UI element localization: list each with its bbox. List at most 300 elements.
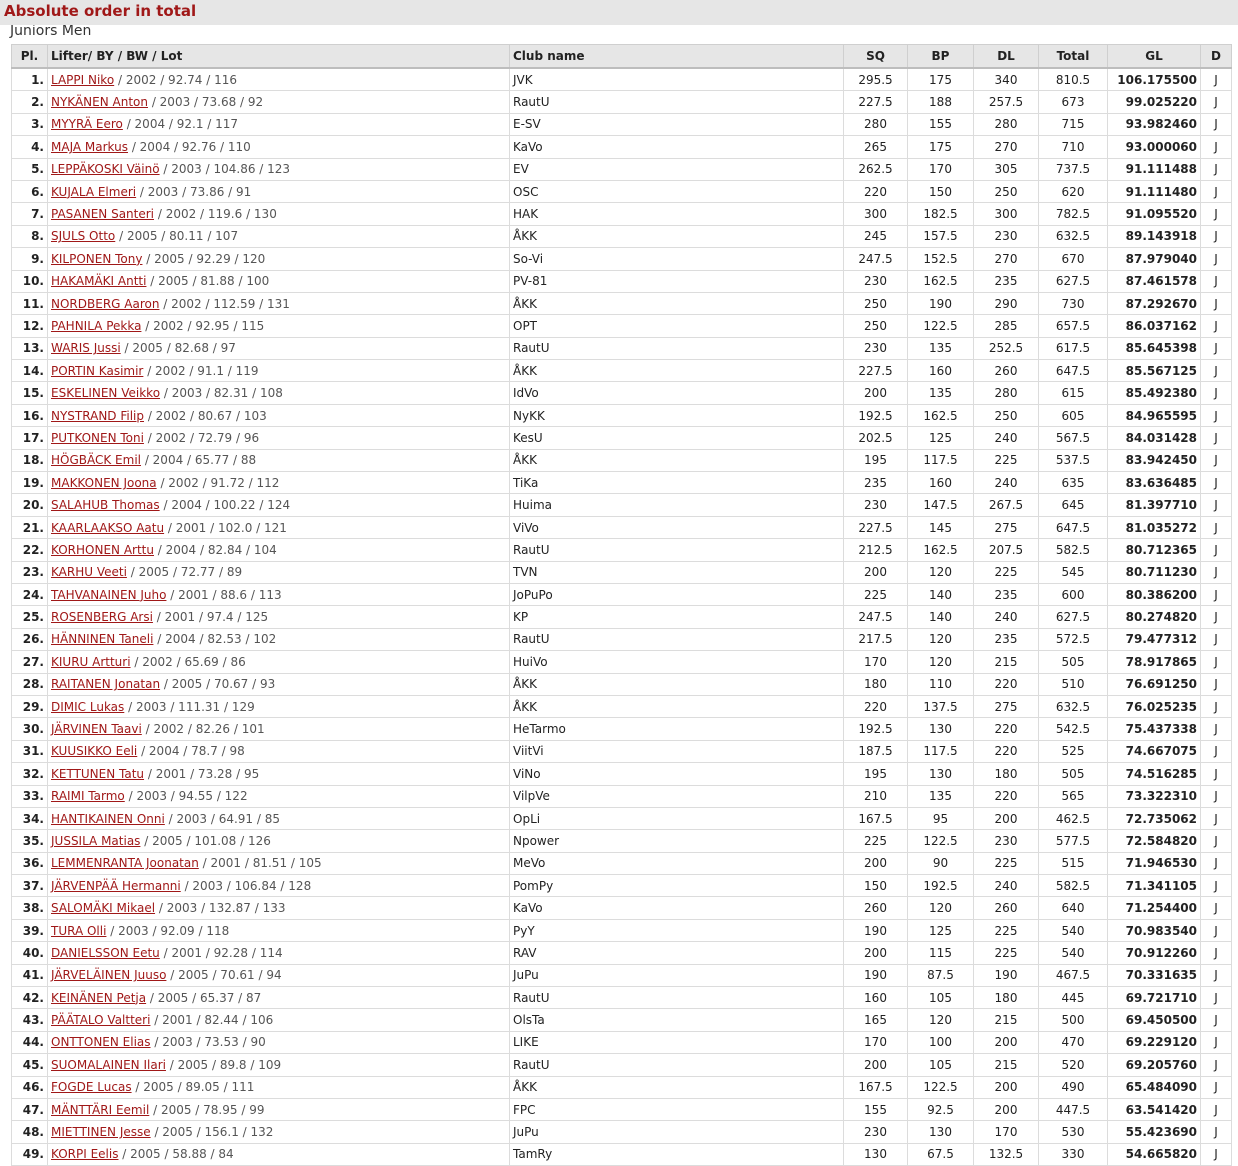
- gl-points-cell: 69.721710: [1108, 987, 1201, 1009]
- deadlift-cell: 220: [974, 718, 1039, 740]
- bench-press-cell: 182.5: [908, 203, 974, 225]
- club-cell: EV: [510, 158, 844, 180]
- gl-points-cell: 83.942450: [1108, 449, 1201, 471]
- club-cell: IdVo: [510, 382, 844, 404]
- club-cell: JVK: [510, 68, 844, 91]
- lifter-name-link[interactable]: PAHNILA Pekka: [51, 318, 142, 333]
- table-row: [12, 382, 1232, 404]
- lifter-name-link[interactable]: DANIELSSON Eetu: [51, 945, 160, 960]
- club-cell: HuiVo: [510, 651, 844, 673]
- lifter-name-link[interactable]: SUOMALAINEN Ilari: [51, 1057, 166, 1072]
- place-cell: 31.: [12, 740, 48, 762]
- club-cell: RautU: [510, 337, 844, 359]
- lifter-name-link[interactable]: KORPI Eelis: [51, 1147, 119, 1162]
- place-cell: 44.: [12, 1031, 48, 1053]
- place-cell: 33.: [12, 785, 48, 807]
- lifter-name-link[interactable]: LAPPI Niko: [51, 72, 115, 87]
- division-cell: J: [1201, 337, 1232, 359]
- lifter-name-link[interactable]: MIETTINEN Jesse: [51, 1125, 151, 1140]
- total-cell: 525: [1039, 740, 1108, 762]
- squat-cell: 300: [844, 203, 908, 225]
- squat-cell: 167.5: [844, 1076, 908, 1098]
- table-row: [12, 337, 1232, 359]
- lifter-name-link[interactable]: MÄNTTÄRI Eemil: [51, 1102, 150, 1117]
- club-cell: ViitVi: [510, 740, 844, 762]
- lifter-cell: [48, 292, 510, 314]
- division-cell: J: [1201, 225, 1232, 247]
- lifter-cell: [48, 1121, 510, 1143]
- lifter-name-link[interactable]: KEINÄNEN Petja: [51, 990, 147, 1005]
- lifter-name-link[interactable]: NYSTRAND Filip: [51, 408, 144, 423]
- col-header-total[interactable]: Total: [1039, 45, 1108, 69]
- club-cell: TamRy: [510, 1143, 844, 1165]
- division-cell: J: [1201, 292, 1232, 314]
- lifter-name-link[interactable]: NORDBERG Aaron: [51, 296, 160, 311]
- table-row: [12, 875, 1232, 897]
- lifter-cell: [48, 539, 510, 561]
- division-cell: J: [1201, 875, 1232, 897]
- lifter-name-link[interactable]: JÄRVENPÄÄ Hermanni: [51, 878, 181, 893]
- total-cell: 565: [1039, 785, 1108, 807]
- lifter-name-link[interactable]: LEPPÄKOSKI Väinö: [51, 162, 160, 177]
- total-cell: 657.5: [1039, 315, 1108, 337]
- table-row: [12, 427, 1232, 449]
- lifter-name-link[interactable]: PORTIN Kasimir: [51, 363, 144, 378]
- deadlift-cell: 225: [974, 919, 1039, 941]
- squat-cell: 220: [844, 695, 908, 717]
- lifter-name-link[interactable]: JÄRVINEN Taavi: [51, 722, 142, 737]
- division-cell: J: [1201, 180, 1232, 202]
- squat-cell: 200: [844, 1054, 908, 1076]
- place-cell: 47.: [12, 1098, 48, 1120]
- lifter-cell: [48, 360, 510, 382]
- lifter-details: / 2002 / 65.69 / 86: [130, 654, 246, 669]
- bench-press-cell: 137.5: [908, 695, 974, 717]
- total-cell: 510: [1039, 673, 1108, 695]
- lifter-name-link[interactable]: KUUSIKKO Eeli: [51, 744, 138, 759]
- table-row: [12, 1098, 1232, 1120]
- lifter-name-link[interactable]: KILPONEN Tony: [51, 251, 143, 266]
- bench-press-cell: 175: [908, 136, 974, 158]
- bench-press-cell: 120: [908, 1009, 974, 1031]
- deadlift-cell: 270: [974, 136, 1039, 158]
- gl-points-cell: 79.477312: [1108, 628, 1201, 650]
- lifter-name-link[interactable]: HÖGBÄCK Emil: [51, 453, 141, 468]
- bench-press-cell: 162.5: [908, 539, 974, 561]
- total-cell: 810.5: [1039, 68, 1108, 91]
- lifter-name-link[interactable]: SALOMÄKI Mikael: [51, 901, 156, 916]
- table-row: [12, 1054, 1232, 1076]
- col-header-dl[interactable]: DL: [974, 45, 1039, 69]
- col-header-gl[interactable]: GL: [1108, 45, 1201, 69]
- lifter-cell: [48, 203, 510, 225]
- squat-cell: 130: [844, 1143, 908, 1165]
- lifter-details: / 2002 / 92.74 / 116: [114, 72, 237, 87]
- bench-press-cell: 90: [908, 852, 974, 874]
- total-cell: 520: [1039, 1054, 1108, 1076]
- lifter-details: / 2005 / 78.95 / 99: [149, 1102, 265, 1117]
- place-cell: 46.: [12, 1076, 48, 1098]
- lifter-cell: [48, 494, 510, 516]
- lifter-name-link[interactable]: TURA Olli: [51, 923, 107, 938]
- gl-points-cell: 93.000060: [1108, 136, 1201, 158]
- squat-cell: 295.5: [844, 68, 908, 91]
- lifter-name-link[interactable]: HAKAMÄKI Antti: [51, 274, 147, 289]
- lifter-cell: [48, 1098, 510, 1120]
- deadlift-cell: 250: [974, 404, 1039, 426]
- lifter-name-link[interactable]: WARIS Jussi: [51, 341, 121, 356]
- total-cell: 470: [1039, 1031, 1108, 1053]
- bench-press-cell: 105: [908, 1054, 974, 1076]
- lifter-details: / 2005 / 89.8 / 109: [165, 1057, 282, 1072]
- gl-points-cell: 63.541420: [1108, 1098, 1201, 1120]
- bench-press-cell: 135: [908, 382, 974, 404]
- lifter-details: / 2003 / 73.86 / 91: [136, 184, 252, 199]
- lifter-details: / 2005 / 58.88 / 84: [118, 1147, 234, 1162]
- bench-press-cell: 120: [908, 561, 974, 583]
- squat-cell: 150: [844, 875, 908, 897]
- deadlift-cell: 215: [974, 651, 1039, 673]
- deadlift-cell: 200: [974, 1031, 1039, 1053]
- bench-press-cell: 120: [908, 897, 974, 919]
- lifter-details: / 2005 / 101.08 / 126: [140, 833, 271, 848]
- bench-press-cell: 122.5: [908, 830, 974, 852]
- lifter-name-link[interactable]: KUJALA Elmeri: [51, 184, 137, 199]
- col-header-d[interactable]: D: [1201, 45, 1232, 69]
- col-header-lifter[interactable]: Lifter/ BY / BW / Lot: [48, 45, 510, 69]
- squat-cell: 220: [844, 180, 908, 202]
- lifter-name-link[interactable]: HANTIKAINEN Onni: [51, 811, 165, 826]
- deadlift-cell: 260: [974, 360, 1039, 382]
- gl-points-cell: 81.035272: [1108, 516, 1201, 538]
- lifter-name-link[interactable]: KAARLAAKSO Aatu: [51, 520, 165, 535]
- table-row: [12, 1143, 1232, 1165]
- total-cell: 567.5: [1039, 427, 1108, 449]
- lifter-name-link[interactable]: LEMMENRANTA Joonatan: [51, 856, 199, 871]
- lifter-cell: [48, 673, 510, 695]
- lifter-name-link[interactable]: FOGDE Lucas: [51, 1080, 132, 1095]
- lifter-cell: [48, 91, 510, 113]
- club-cell: LIKE: [510, 1031, 844, 1053]
- table-row: [12, 248, 1232, 270]
- place-cell: 4.: [12, 136, 48, 158]
- gl-points-cell: 72.735062: [1108, 807, 1201, 829]
- lifter-details: / 2003 / 111.31 / 129: [124, 699, 255, 714]
- squat-cell: 230: [844, 1121, 908, 1143]
- lifter-cell: [48, 449, 510, 471]
- lifter-name-link[interactable]: KETTUNEN Tatu: [51, 766, 145, 781]
- deadlift-cell: 225: [974, 942, 1039, 964]
- gl-points-cell: 76.025235: [1108, 695, 1201, 717]
- table-row: [12, 852, 1232, 874]
- gl-points-cell: 86.037162: [1108, 315, 1201, 337]
- header-bar: [0, 0, 1238, 25]
- place-cell: 23.: [12, 561, 48, 583]
- lifter-name-link[interactable]: ONTTONEN Elias: [51, 1035, 151, 1050]
- lifter-name-link[interactable]: PÄÄTALO Valtteri: [51, 1013, 151, 1028]
- gl-points-cell: 71.254400: [1108, 897, 1201, 919]
- lifter-cell: [48, 136, 510, 158]
- table-row: [12, 561, 1232, 583]
- bench-press-cell: 157.5: [908, 225, 974, 247]
- total-cell: 545: [1039, 561, 1108, 583]
- deadlift-cell: 280: [974, 382, 1039, 404]
- deadlift-cell: 240: [974, 875, 1039, 897]
- deadlift-cell: 180: [974, 987, 1039, 1009]
- gl-points-cell: 70.331635: [1108, 964, 1201, 986]
- deadlift-cell: 220: [974, 740, 1039, 762]
- place-cell: 10.: [12, 270, 48, 292]
- bench-press-cell: 170: [908, 158, 974, 180]
- col-header-club[interactable]: Club name: [510, 45, 844, 69]
- table-row: [12, 740, 1232, 762]
- total-cell: 447.5: [1039, 1098, 1108, 1120]
- lifter-name-link[interactable]: ESKELINEN Veikko: [51, 386, 161, 401]
- club-cell: NyKK: [510, 404, 844, 426]
- total-cell: 542.5: [1039, 718, 1108, 740]
- table-row: [12, 494, 1232, 516]
- lifter-cell: [48, 337, 510, 359]
- lifter-details: / 2005 / 156.1 / 132: [150, 1125, 274, 1140]
- lifter-details: / 2001 / 97.4 / 125: [152, 610, 269, 625]
- total-cell: 617.5: [1039, 337, 1108, 359]
- squat-cell: 190: [844, 919, 908, 941]
- lifter-details: / 2002 / 72.79 / 96: [143, 430, 260, 445]
- col-header-sq[interactable]: SQ: [844, 45, 908, 69]
- lifter-name-link[interactable]: KARHU Veeti: [51, 565, 127, 580]
- total-cell: 615: [1039, 382, 1108, 404]
- club-cell: JuPu: [510, 964, 844, 986]
- club-cell: RautU: [510, 628, 844, 650]
- gl-points-cell: 91.095520: [1108, 203, 1201, 225]
- lifter-name-link[interactable]: JUSSILA Matias: [51, 833, 141, 848]
- lifter-name-link[interactable]: MYYRÄ Eero: [51, 117, 123, 132]
- bench-press-cell: 140: [908, 583, 974, 605]
- deadlift-cell: 340: [974, 68, 1039, 91]
- lifter-name-link[interactable]: SJULS Otto: [51, 229, 116, 244]
- bench-press-cell: 125: [908, 427, 974, 449]
- total-cell: 515: [1039, 852, 1108, 874]
- division-cell: J: [1201, 987, 1232, 1009]
- lifter-details: / 2001 / 102.0 / 121: [164, 520, 287, 535]
- division-cell: J: [1201, 472, 1232, 494]
- place-cell: 48.: [12, 1121, 48, 1143]
- lifter-cell: [48, 158, 510, 180]
- squat-cell: 217.5: [844, 628, 908, 650]
- squat-cell: 192.5: [844, 404, 908, 426]
- squat-cell: 230: [844, 494, 908, 516]
- table-row: [12, 404, 1232, 426]
- lifter-cell: [48, 68, 510, 91]
- table-row: [12, 1031, 1232, 1053]
- table-row: [12, 606, 1232, 628]
- club-cell: JuPu: [510, 1121, 844, 1143]
- lifter-name-link[interactable]: PUTKONEN Toni: [51, 430, 144, 445]
- bench-press-cell: 117.5: [908, 740, 974, 762]
- col-header-bp[interactable]: BP: [908, 45, 974, 69]
- place-cell: 1.: [12, 68, 48, 91]
- lifter-name-link[interactable]: RAIMI Tarmo: [51, 789, 125, 804]
- division-cell: J: [1201, 1054, 1232, 1076]
- deadlift-cell: 215: [974, 1054, 1039, 1076]
- bench-press-cell: 152.5: [908, 248, 974, 270]
- place-cell: 43.: [12, 1009, 48, 1031]
- bench-press-cell: 155: [908, 113, 974, 135]
- lifter-cell: [48, 807, 510, 829]
- squat-cell: 202.5: [844, 427, 908, 449]
- deadlift-cell: 285: [974, 315, 1039, 337]
- lifter-cell: [48, 404, 510, 426]
- gl-points-cell: 89.143918: [1108, 225, 1201, 247]
- total-cell: 490: [1039, 1076, 1108, 1098]
- gl-points-cell: 70.983540: [1108, 919, 1201, 941]
- table-row: [12, 583, 1232, 605]
- division-cell: J: [1201, 1143, 1232, 1165]
- deadlift-cell: 275: [974, 516, 1039, 538]
- lifter-name-link[interactable]: PASANEN Santeri: [51, 207, 155, 222]
- gl-points-cell: 91.111480: [1108, 180, 1201, 202]
- lifter-name-link[interactable]: NYKÄNEN Anton: [51, 95, 148, 110]
- lifter-cell: [48, 852, 510, 874]
- gl-points-cell: 80.386200: [1108, 583, 1201, 605]
- place-cell: 11.: [12, 292, 48, 314]
- gl-points-cell: 80.712365: [1108, 539, 1201, 561]
- deadlift-cell: 220: [974, 673, 1039, 695]
- lifter-cell: [48, 606, 510, 628]
- deadlift-cell: 270: [974, 248, 1039, 270]
- division-cell: J: [1201, 1031, 1232, 1053]
- table-row: [12, 158, 1232, 180]
- division-cell: J: [1201, 964, 1232, 986]
- bench-press-cell: 115: [908, 942, 974, 964]
- gl-points-cell: 74.516285: [1108, 763, 1201, 785]
- place-cell: 14.: [12, 360, 48, 382]
- lifter-details: / 2002 / 91.72 / 112: [156, 475, 280, 490]
- lifter-details: / 2002 / 119.6 / 130: [154, 207, 277, 222]
- total-cell: 670: [1039, 248, 1108, 270]
- place-cell: 18.: [12, 449, 48, 471]
- lifter-name-link[interactable]: ROSENBERG Arsi: [51, 610, 153, 625]
- total-cell: 582.5: [1039, 875, 1108, 897]
- place-cell: 12.: [12, 315, 48, 337]
- deadlift-cell: 200: [974, 1076, 1039, 1098]
- place-cell: 25.: [12, 606, 48, 628]
- gl-points-cell: 99.025220: [1108, 91, 1201, 113]
- lifter-name-link[interactable]: JÄRVELÄINEN Juuso: [51, 968, 167, 983]
- club-cell: RautU: [510, 539, 844, 561]
- table-row: [12, 673, 1232, 695]
- lifter-name-link[interactable]: MAKKONEN Joona: [51, 475, 157, 490]
- squat-cell: 225: [844, 583, 908, 605]
- squat-cell: 265: [844, 136, 908, 158]
- total-cell: 640: [1039, 897, 1108, 919]
- col-header-pl[interactable]: Pl.: [12, 45, 48, 69]
- division-cell: J: [1201, 807, 1232, 829]
- division-cell: J: [1201, 852, 1232, 874]
- lifter-cell: [48, 740, 510, 762]
- squat-cell: 250: [844, 315, 908, 337]
- deadlift-cell: 240: [974, 606, 1039, 628]
- gl-points-cell: 75.437338: [1108, 718, 1201, 740]
- division-cell: J: [1201, 1098, 1232, 1120]
- gl-points-cell: 71.946530: [1108, 852, 1201, 874]
- gl-points-cell: 81.397710: [1108, 494, 1201, 516]
- place-cell: 20.: [12, 494, 48, 516]
- division-cell: J: [1201, 136, 1232, 158]
- place-cell: 29.: [12, 695, 48, 717]
- lifter-details: / 2002 / 91.1 / 119: [143, 363, 259, 378]
- place-cell: 36.: [12, 852, 48, 874]
- lifter-cell: [48, 427, 510, 449]
- lifter-details: / 2004 / 82.53 / 102: [153, 632, 277, 647]
- lifter-name-link[interactable]: HÄNNINEN Taneli: [51, 632, 154, 647]
- lifter-cell: [48, 516, 510, 538]
- table-row: [12, 180, 1232, 202]
- lifter-details: / 2005 / 89.05 / 111: [131, 1080, 255, 1095]
- club-cell: RAV: [510, 942, 844, 964]
- deadlift-cell: 225: [974, 852, 1039, 874]
- lifter-name-link[interactable]: KORHONEN Arttu: [51, 542, 154, 557]
- lifter-details: / 2005 / 81.88 / 100: [146, 274, 270, 289]
- total-cell: 500: [1039, 1009, 1108, 1031]
- deadlift-cell: 235: [974, 583, 1039, 605]
- division-cell: J: [1201, 740, 1232, 762]
- lifter-name-link[interactable]: KIURU Artturi: [51, 654, 131, 669]
- total-cell: 505: [1039, 763, 1108, 785]
- club-cell: KP: [510, 606, 844, 628]
- club-cell: KaVo: [510, 897, 844, 919]
- total-cell: 540: [1039, 919, 1108, 941]
- place-cell: 24.: [12, 583, 48, 605]
- squat-cell: 195: [844, 449, 908, 471]
- lifter-name-link[interactable]: DIMIC Lukas: [51, 699, 125, 714]
- place-cell: 2.: [12, 91, 48, 113]
- lifter-name-link[interactable]: TAHVANAINEN Juho: [51, 587, 167, 602]
- club-cell: ViVo: [510, 516, 844, 538]
- lifter-name-link[interactable]: RAITANEN Jonatan: [51, 677, 161, 692]
- lifter-cell: [48, 651, 510, 673]
- deadlift-cell: 132.5: [974, 1143, 1039, 1165]
- lifter-details: / 2004 / 92.1 / 117: [122, 117, 239, 132]
- gl-points-cell: 93.982460: [1108, 113, 1201, 135]
- lifter-details: / 2005 / 80.11 / 107: [115, 229, 239, 244]
- lifter-name-link[interactable]: SALAHUB Thomas: [51, 498, 160, 513]
- lifter-details: / 2003 / 94.55 / 122: [124, 789, 248, 804]
- lifter-details: / 2001 / 81.51 / 105: [198, 856, 322, 871]
- lifter-details: / 2002 / 112.59 / 131: [159, 296, 290, 311]
- deadlift-cell: 275: [974, 695, 1039, 717]
- bench-press-cell: 135: [908, 337, 974, 359]
- squat-cell: 192.5: [844, 718, 908, 740]
- gl-points-cell: 85.645398: [1108, 337, 1201, 359]
- squat-cell: 260: [844, 897, 908, 919]
- club-cell: Huima: [510, 494, 844, 516]
- lifter-details: / 2004 / 78.7 / 98: [137, 744, 245, 759]
- lifter-details: / 2001 / 88.6 / 113: [166, 587, 282, 602]
- bench-press-cell: 147.5: [908, 494, 974, 516]
- lifter-cell: [48, 695, 510, 717]
- lifter-name-link[interactable]: MAJA Markus: [51, 139, 128, 154]
- lifter-cell: [48, 897, 510, 919]
- division-cell: J: [1201, 651, 1232, 673]
- lifter-cell: [48, 113, 510, 135]
- table-row: [12, 113, 1232, 135]
- deadlift-cell: 257.5: [974, 91, 1039, 113]
- club-cell: OlsTa: [510, 1009, 844, 1031]
- gl-points-cell: 78.917865: [1108, 651, 1201, 673]
- place-cell: 34.: [12, 807, 48, 829]
- place-cell: 5.: [12, 158, 48, 180]
